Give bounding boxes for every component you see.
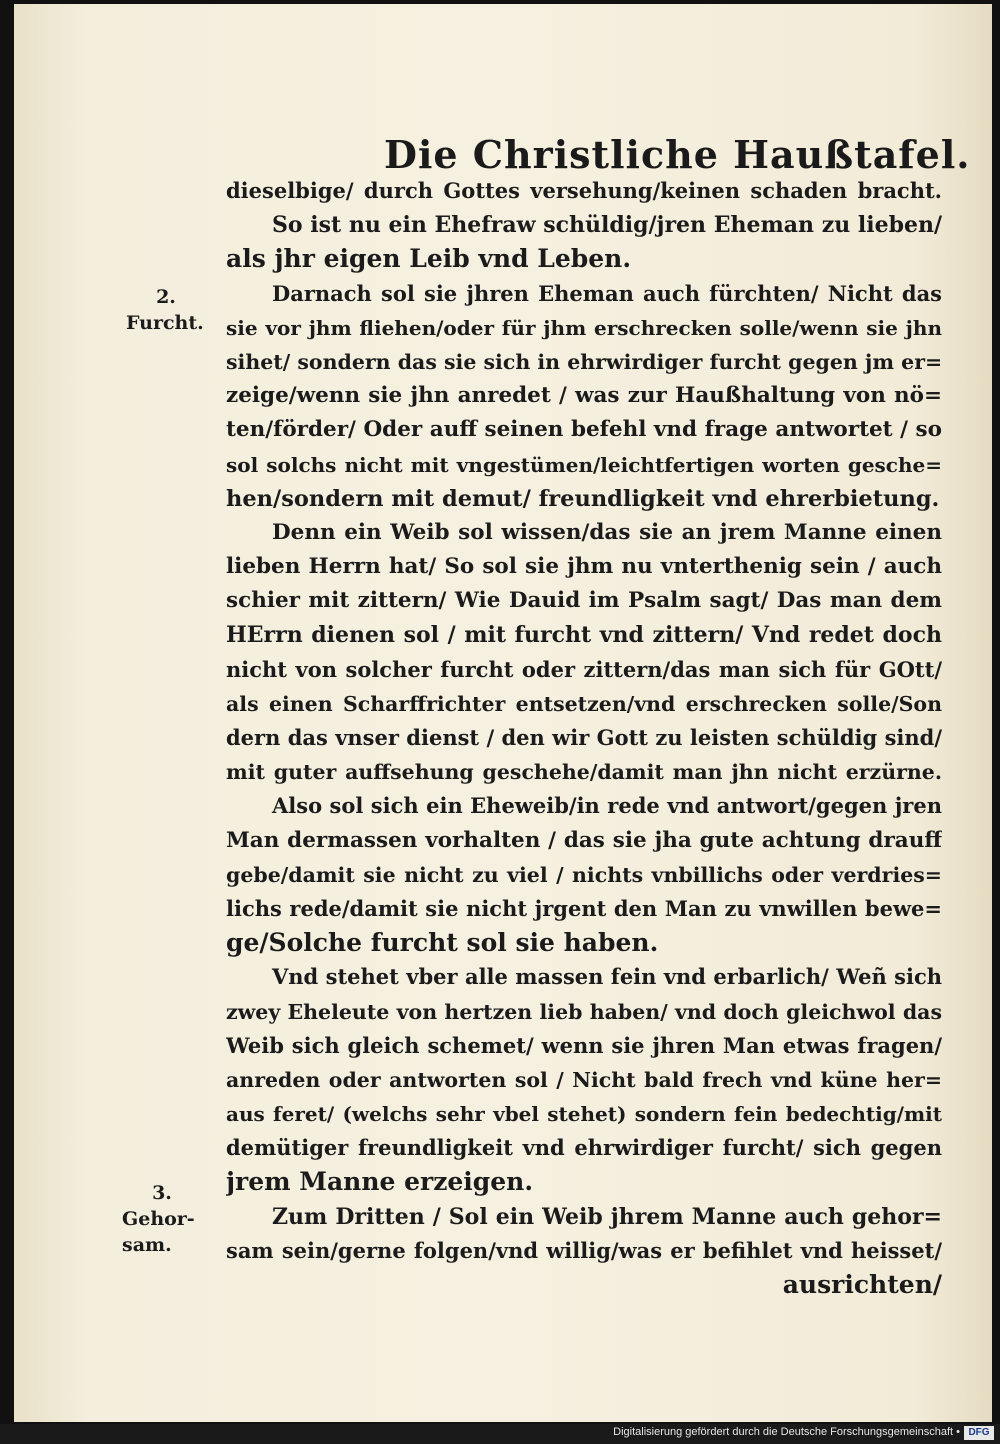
text-line: Vnd stehet vber alle massen fein vnd erbarlich/ Weñ sich — [272, 964, 942, 990]
text-line: Also sol sich ein Eheweib/in rede vnd antwort/gegen jren — [272, 793, 942, 819]
text-line: Man dermassen vorhalten / das sie jha gute achtung drauff — [226, 827, 942, 853]
body-text — [226, 174, 942, 1302]
text-line: lichs rede/damit sie nicht jrgent den Man zu vnwillen bewe= — [226, 895, 942, 921]
text-line: hen/sondern mit demut/ freundligkeit vnd ehrerbietung. — [226, 485, 940, 512]
text-line: lieben Herrn hat/ So sol sie jhm nu vnterthenig sein / auch — [226, 554, 942, 580]
text-line: zeige/wenn sie jhn anredet / was zur Haußhaltung von nö= — [226, 383, 942, 409]
text-line: dern das vnser dienst / den wir Gott zu leisten schüldig sind/ — [226, 725, 942, 750]
text-line: nicht von solcher furcht oder zittern/das man sich für GOtt/ — [226, 656, 942, 682]
catchword: ausrichten/ — [782, 1270, 942, 1299]
running-header: Die Christliche Haußtafel. — [384, 132, 971, 177]
text-line: sihet/ sondern das sie sich in ehrwirdiger furcht gegen jm er= — [226, 349, 942, 374]
margin-note-label-line: Gehor- — [122, 1208, 195, 1230]
margin-note-label-line: sam. — [122, 1234, 172, 1256]
text-line: gebe/damit sie nicht zu viel / nichts vnbillichs oder verdries= — [226, 862, 942, 887]
text-line: So ist nu ein Ehefraw schüldig/jren Eheman zu lieben/ — [272, 212, 942, 239]
text-line: HErrn dienen sol / mit furcht vnd zittern/ Vnd redet doch — [226, 622, 942, 649]
book-page — [14, 4, 992, 1422]
text-line: zwey Eheleute von hertzen lieb haben/ vnd doch gleichwol das — [226, 999, 942, 1024]
text-line: jrem Manne erzeigen. — [226, 1167, 534, 1197]
text-line: sie vor jhm fliehen/oder für jhm erschrecken solle/wenn sie jhn — [226, 315, 942, 340]
funding-notice: Digitalisierung gefördert durch die Deutsche Forschungsgemeinschaft • — [613, 1426, 960, 1438]
margin-note-number: 3. — [152, 1182, 172, 1204]
margin-note-gehorsam — [122, 1180, 202, 1258]
text-line: demütiger freundligkeit vnd ehrwirdiger furcht/ sich gegen — [226, 1135, 942, 1161]
margin-note-label: Furcht. — [126, 312, 204, 334]
text-line: Darnach sol sie jhren Eheman auch fürchten/ Nicht das — [272, 280, 942, 306]
text-line: Zum Dritten / Sol ein Weib jhrem Manne auch gehor= — [272, 1203, 942, 1230]
text-line: ge/Solche furcht sol sie haben. — [226, 928, 659, 958]
text-line: Weib sich gleich schemet/ wenn sie jhren Man etwas fragen/ — [226, 1032, 942, 1058]
text-line: dieselbige/ durch Gottes versehung/keinen schaden bracht. — [226, 178, 942, 203]
text-line: anreden oder antworten sol / Nicht bald frech vnd küne her= — [226, 1067, 942, 1092]
text-line: aus feret/ (welchs sehr vbel stehet) sondern fein bedechtig/mit — [226, 1102, 942, 1127]
text-line: mit guter auffsehung geschehe/damit man jhn nicht erzürne. — [226, 760, 942, 785]
text-line: sol solchs nicht mit vngestümen/leichtfertigen worten gesche= — [226, 452, 942, 477]
text-line: als einen Scharffrichter entsetzen/vnd erschrecken solle/Son — [226, 691, 942, 716]
text-line: sam sein/gerne folgen/vnd willig/was er befihlet vnd heisset/ — [226, 1237, 942, 1263]
text-line: Denn ein Weib sol wissen/das sie an jrem Manne einen — [272, 519, 942, 545]
margin-note-number: 2. — [156, 286, 176, 308]
text-line: schier mit zittern/ Wie Dauid im Psalm sagt/ Das man dem — [226, 588, 942, 614]
margin-note-furcht — [126, 284, 206, 336]
text-line: ten/förder/ Oder auff seinen befehl vnd frage antwortet / so — [226, 417, 942, 443]
dfg-logo: DFG — [964, 1426, 994, 1440]
text-line: als jhr eigen Leib vnd Leben. — [226, 244, 632, 274]
